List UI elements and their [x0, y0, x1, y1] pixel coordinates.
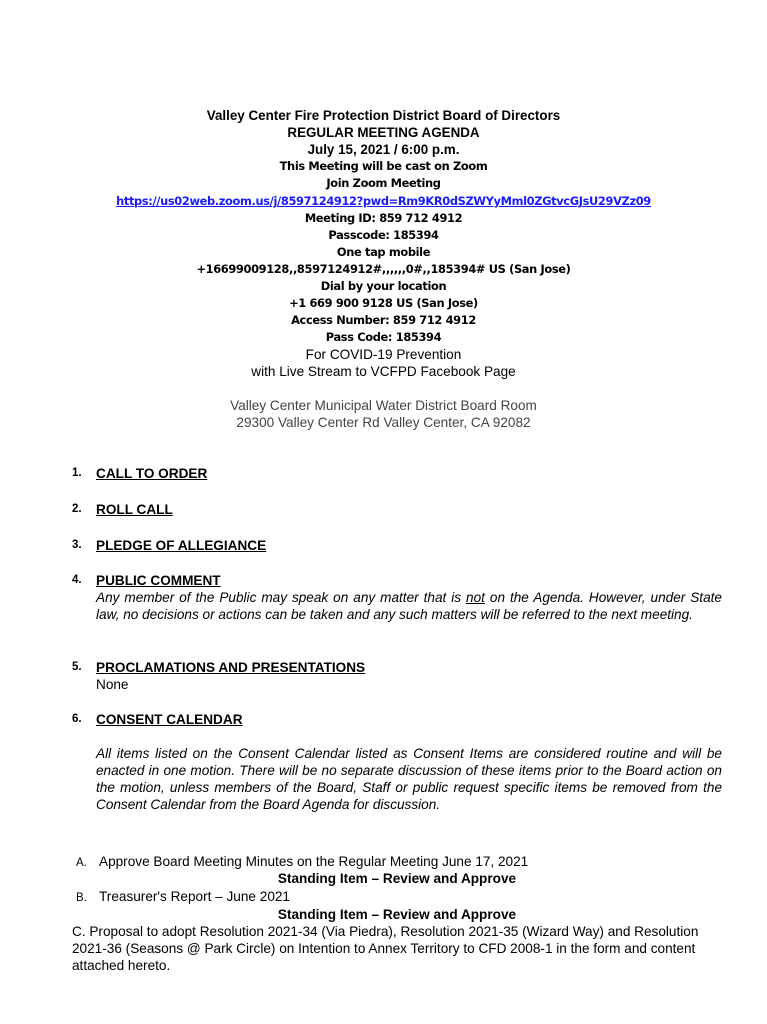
consent-item-text: Treasurer's Report – June 2021: [99, 889, 290, 904]
item-title: CONSENT CALENDAR: [96, 712, 243, 727]
item-number: 4.: [72, 574, 82, 586]
consent-letter: A.: [76, 857, 87, 869]
consent-item-c: C. Proposal to adopt Resolution 2021-34 (Via Piedra), Resolution 2021-35 (Wizard Way) and Resolution 2021-36 (Seasons @ Park Circle) on Intention to Annex Territory to CFD 2008-1 in the form and content attached hereto.: [72, 924, 699, 973]
one-tap-number: +16699009128,,8597124912#,,,,,,0#,,185394# US (San Jose): [196, 262, 571, 276]
consent-a-standing: Standing Item – Review and Approve: [277, 871, 517, 886]
one-tap-label: One tap mobile: [336, 245, 431, 259]
dial-location-label: Dial by your location: [320, 279, 447, 293]
item-number: 6.: [72, 713, 82, 725]
proclamations-text: None: [96, 677, 129, 692]
live-stream-note: with Live Stream to VCFPD Facebook Page: [251, 364, 516, 379]
zoom-meeting-link[interactable]: https://us02web.zoom.us/j/8597124912?pwd=Rm9KR0dSZWYyMml0ZGtvcGJsU29VZz09: [116, 194, 651, 208]
join-zoom-label: Join Zoom Meeting: [326, 176, 441, 190]
item-number: 5.: [72, 661, 82, 673]
item-number: 1.: [72, 467, 82, 479]
consent-b-standing: Standing Item – Review and Approve: [277, 907, 517, 922]
zoom-cast-note: This Meeting will be cast on Zoom: [279, 159, 488, 173]
consent-item-b: [72, 888, 722, 907]
passcode: Passcode: 185394: [328, 228, 439, 242]
consent-calendar-text: All items listed on the Consent Calendar listed as Consent Items are considered routine and will be enacted in one motion. There will be no separate discussion of these items prior to the Board action on the motion, unless members of the Board, Staff or public request specific items be removed from the Consent Calendar from the Board Agenda for discussion.: [96, 746, 722, 812]
item-title: PLEDGE OF ALLEGIANCE: [96, 538, 267, 553]
item-number: 3.: [72, 539, 82, 551]
item-title: ROLL CALL: [96, 502, 173, 517]
consent-letter: B.: [76, 892, 87, 904]
dial-number: +1 669 900 9128 US (San Jose): [289, 296, 478, 310]
covid-note: For COVID-19 Prevention: [305, 347, 462, 362]
item-title: PROCLAMATIONS AND PRESENTATIONS: [96, 660, 366, 675]
venue-address: 29300 Valley Center Rd Valley Center, CA 92082: [236, 415, 531, 430]
public-comment-text: Any member of the Public may speak on any matter that is not on the Agenda. However, under State law, no decisions or actions can be taken and any such matters will be referred to the next meeting.: [96, 590, 722, 622]
meeting-date-time: July 15, 2021 / 6:00 p.m.: [307, 142, 460, 157]
emphasis-not: not: [466, 590, 485, 605]
meeting-type: REGULAR MEETING AGENDA: [287, 125, 480, 140]
meeting-id: Meeting ID: 859 712 4912: [304, 211, 463, 225]
item-title: CALL TO ORDER: [96, 466, 208, 481]
venue-name: Valley Center Municipal Water District Board Room: [230, 398, 537, 413]
agenda-header: [0, 107, 767, 431]
access-number: Access Number: 859 712 4912: [291, 313, 476, 327]
item-title: PUBLIC COMMENT: [96, 573, 221, 588]
pass-code: Pass Code: 185394: [325, 330, 442, 344]
org-title: Valley Center Fire Protection District Board of Directors: [206, 108, 561, 123]
item-number: 2.: [72, 503, 82, 515]
consent-item-text: Approve Board Meeting Minutes on the Regular Meeting June 17, 2021: [99, 854, 529, 869]
